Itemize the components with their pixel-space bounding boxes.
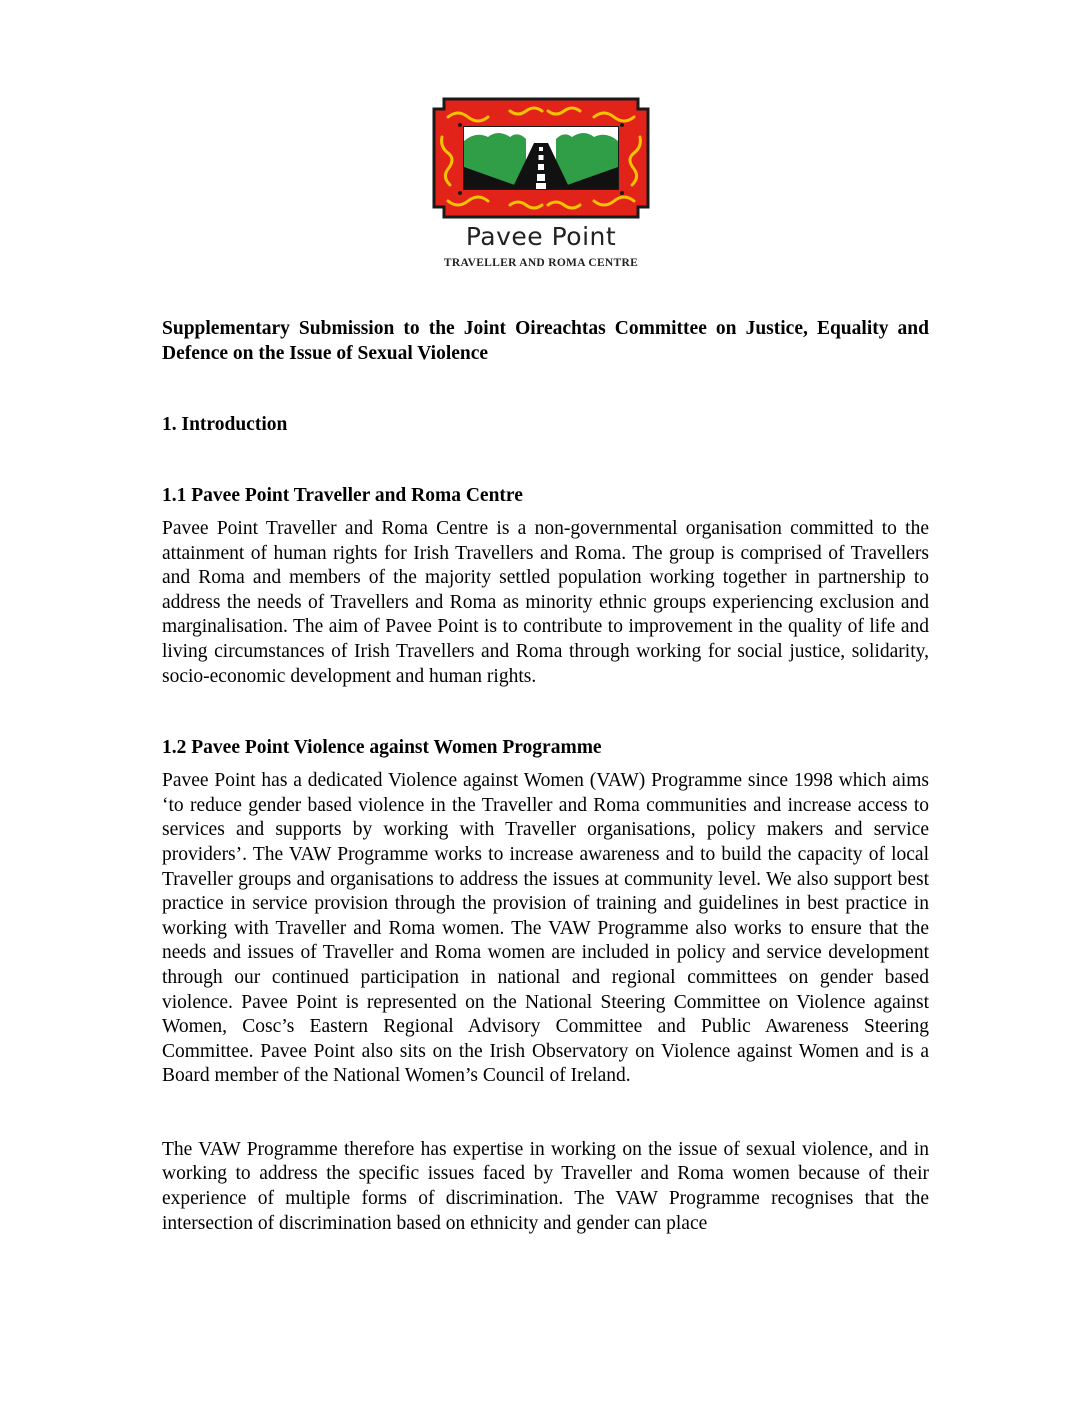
paragraph-1-1: Pavee Point Traveller and Roma Centre is a non-governmental organisation committed to the attainment of human rights for Irish Travellers and Roma. The group is comprised of Travellers and Roma and members of the majority settled population working together in partnership to address the needs of Travellers and Roma as minority ethnic groups experiencing exclusion and marginalisation. The aim of Pavee Point is to contribute to improvement in the quality of life and living circumstances of Irish Travellers and Roma through working for social justice, solidarity, socio-economic development and human rights.: [162, 518, 929, 687]
document-body: [162, 316, 929, 1236]
paragraph-1-2: Pavee Point has a dedicated Violence against Women (VAW) Programme since 1998 which aims ‘to reduce gender based violence in the Traveller and Roma communities and increase access to services and supports by working with Traveller organisations, policy makers and service providers’. The VAW Programme works to increase awareness and to build the capacity of local Traveller groups and organisations to address the issues at community level. We also support best practice in service provision through the provision of training and guidelines in best practice in working with Traveller and Roma women. The VAW Programme also works to ensure that the needs and issues of Traveller and Roma women are included in policy and service development through our continued participation in national and regional committees on gender based violence. Pavee Point is represented on the National Steering Committee on Violence against Women, Cosc’s Eastern Regional Advisory Committee and Public Awareness Steering Committee. Pavee Point also sits on the Irish Observatory on Violence against Women and is a Board member of the National Women’s Council of Ireland.: [162, 770, 929, 1087]
logo-subtitle: TRAVELLER AND ROMA CENTRE: [443, 257, 639, 269]
section-heading-introduction: 1. Introduction: [162, 414, 288, 435]
logo-wordmark: Pavee Point: [465, 222, 617, 251]
section-heading-1-1: 1.1 Pavee Point Traveller and Roma Centre: [162, 485, 523, 506]
section-heading-1-2: 1.2 Pavee Point Violence against Women Programme: [162, 737, 602, 759]
paragraph-1-2-continued: The VAW Programme therefore has expertise in working on the issue of sexual violence, and in working to address the specific issues faced by Traveller and Roma women because of their experience of multiple forms of discrimination. The VAW Programme recognises that the intersection of discrimination based on ethnicity and gender can place: [162, 1138, 929, 1234]
document-title: Supplementary Submission to the Joint Oireachtas Committee on Justice, Equality and Defence on the Issue of Sexual Violence: [162, 318, 929, 364]
